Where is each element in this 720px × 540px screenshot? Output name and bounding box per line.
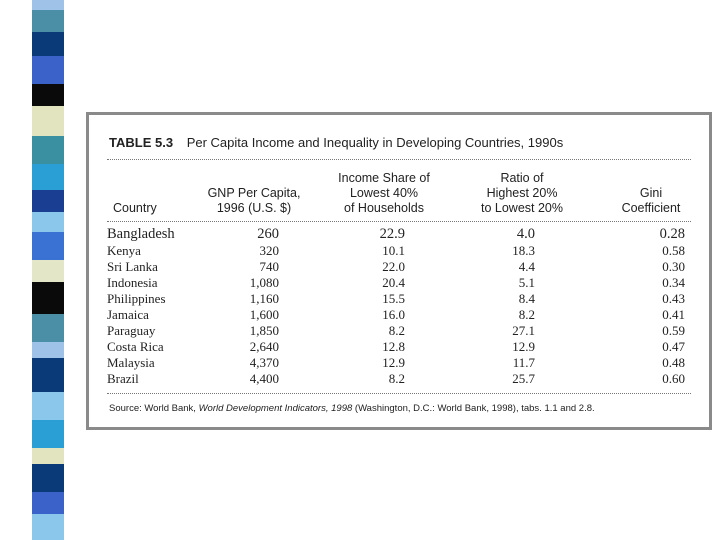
cell-gini: 0.34 [662, 275, 685, 290]
cell-gini: 0.47 [662, 339, 685, 354]
col-header-ratio-line: Highest 20% [486, 186, 558, 200]
cell-country: Sri Lanka [107, 259, 158, 274]
strip-block [32, 32, 64, 56]
table-number: TABLE 5.3 [109, 135, 174, 150]
col-header-gini-line: Coefficient [621, 201, 681, 215]
col-header-share-line: of Households [344, 201, 424, 215]
col-header-ratio-line: to Lowest 20% [481, 201, 563, 215]
cell-gini: 0.41 [662, 307, 685, 322]
cell-ratio: 4.0 [516, 226, 535, 242]
strip-block [32, 314, 64, 342]
cell-gnp: 1,080 [249, 275, 279, 290]
table-source [109, 403, 595, 414]
cell-ratio: 25.7 [512, 371, 535, 386]
cell-gnp: 4,400 [249, 371, 279, 386]
cell-gnp: 320 [259, 243, 279, 258]
cell-country: Indonesia [107, 275, 158, 290]
col-header-gini [599, 186, 703, 216]
footer-divider [107, 393, 691, 394]
strip-block [32, 260, 64, 282]
cell-country: Costa Rica [107, 339, 164, 354]
strip-block [32, 136, 64, 164]
strip-block [32, 420, 64, 448]
strip-block [32, 282, 64, 314]
col-header-gini-line: Gini [639, 186, 663, 200]
col-header-ratio [459, 171, 585, 216]
cell-share: 22.9 [379, 226, 405, 242]
col-header-gnp-line: 1996 (U.S. $) [216, 201, 292, 215]
cell-share: 20.4 [382, 275, 405, 290]
col-header-gnp-line: GNP Per Capita, [207, 186, 301, 200]
col-header-gnp [199, 186, 309, 216]
cell-country: Malaysia [107, 355, 155, 370]
cell-share: 8.2 [388, 371, 405, 386]
cell-gnp: 1,850 [249, 323, 279, 338]
cell-share: 15.5 [382, 291, 405, 306]
cell-gnp: 1,600 [249, 307, 279, 322]
strip-block [32, 492, 64, 514]
col-header-share [321, 171, 447, 216]
source-suffix: (Washington, D.C.: World Bank, 1998), tabs. 1.1 and 2.8. [352, 403, 595, 414]
cell-ratio: 11.7 [512, 355, 535, 370]
cell-ratio: 27.1 [512, 323, 535, 338]
cell-country: Kenya [107, 243, 141, 258]
col-header-share-line: Lowest 40% [349, 186, 419, 200]
cell-gini: 0.59 [662, 323, 685, 338]
title-divider [107, 159, 691, 160]
strip-block [32, 514, 64, 540]
strip-block [32, 164, 64, 190]
cell-share: 8.2 [388, 323, 405, 338]
cell-gnp: 1,160 [249, 291, 279, 306]
cell-gnp: 260 [257, 226, 279, 242]
col-header-country [101, 201, 203, 216]
cell-gini: 0.58 [662, 243, 685, 258]
table-frame [86, 112, 712, 430]
col-header-share-line: Income Share of [338, 171, 430, 185]
strip-block [32, 190, 64, 212]
strip-block [32, 10, 64, 32]
strip-block [32, 342, 64, 358]
strip-block [32, 0, 64, 10]
table-title [109, 135, 563, 150]
cell-share: 12.8 [382, 339, 405, 354]
cell-gini: 0.48 [662, 355, 685, 370]
cell-share: 16.0 [382, 307, 405, 322]
decorative-mosaic-strip [32, 0, 64, 540]
strip-block [32, 84, 64, 106]
cell-country: Bangladesh [107, 226, 175, 242]
cell-ratio: 12.9 [512, 339, 535, 354]
strip-block [32, 212, 64, 232]
strip-block [32, 358, 64, 392]
cell-gini: 0.28 [659, 226, 685, 242]
strip-block [32, 56, 64, 84]
table-title-text: Per Capita Income and Inequality in Developing Countries, 1990s [186, 135, 564, 150]
cell-country: Brazil [107, 371, 139, 386]
cell-ratio: 8.4 [518, 291, 535, 306]
strip-block [32, 464, 64, 492]
source-title: World Development Indicators, 1998 [198, 403, 353, 414]
cell-country: Jamaica [107, 307, 149, 322]
col-header-country-text: Country [113, 201, 157, 215]
cell-share: 10.1 [382, 243, 405, 258]
cell-gnp: 2,640 [249, 339, 279, 354]
cell-country: Paraguay [107, 323, 156, 338]
header-divider [107, 221, 691, 222]
cell-gnp: 740 [259, 259, 279, 274]
cell-country: Philippines [107, 291, 166, 306]
strip-block [32, 392, 64, 420]
cell-ratio: 4.4 [518, 259, 535, 274]
col-header-ratio-line: Ratio of [500, 171, 544, 185]
cell-ratio: 5.1 [518, 275, 535, 290]
cell-share: 12.9 [382, 355, 405, 370]
source-prefix: Source: World Bank, [109, 403, 199, 414]
cell-gnp: 4,370 [249, 355, 279, 370]
strip-block [32, 106, 64, 136]
cell-ratio: 8.2 [518, 307, 535, 322]
cell-ratio: 18.3 [512, 243, 535, 258]
cell-gini: 0.30 [662, 259, 685, 274]
strip-block [32, 232, 64, 260]
strip-block [32, 448, 64, 464]
cell-gini: 0.60 [662, 371, 685, 386]
cell-share: 22.0 [382, 259, 405, 274]
cell-gini: 0.43 [662, 291, 685, 306]
